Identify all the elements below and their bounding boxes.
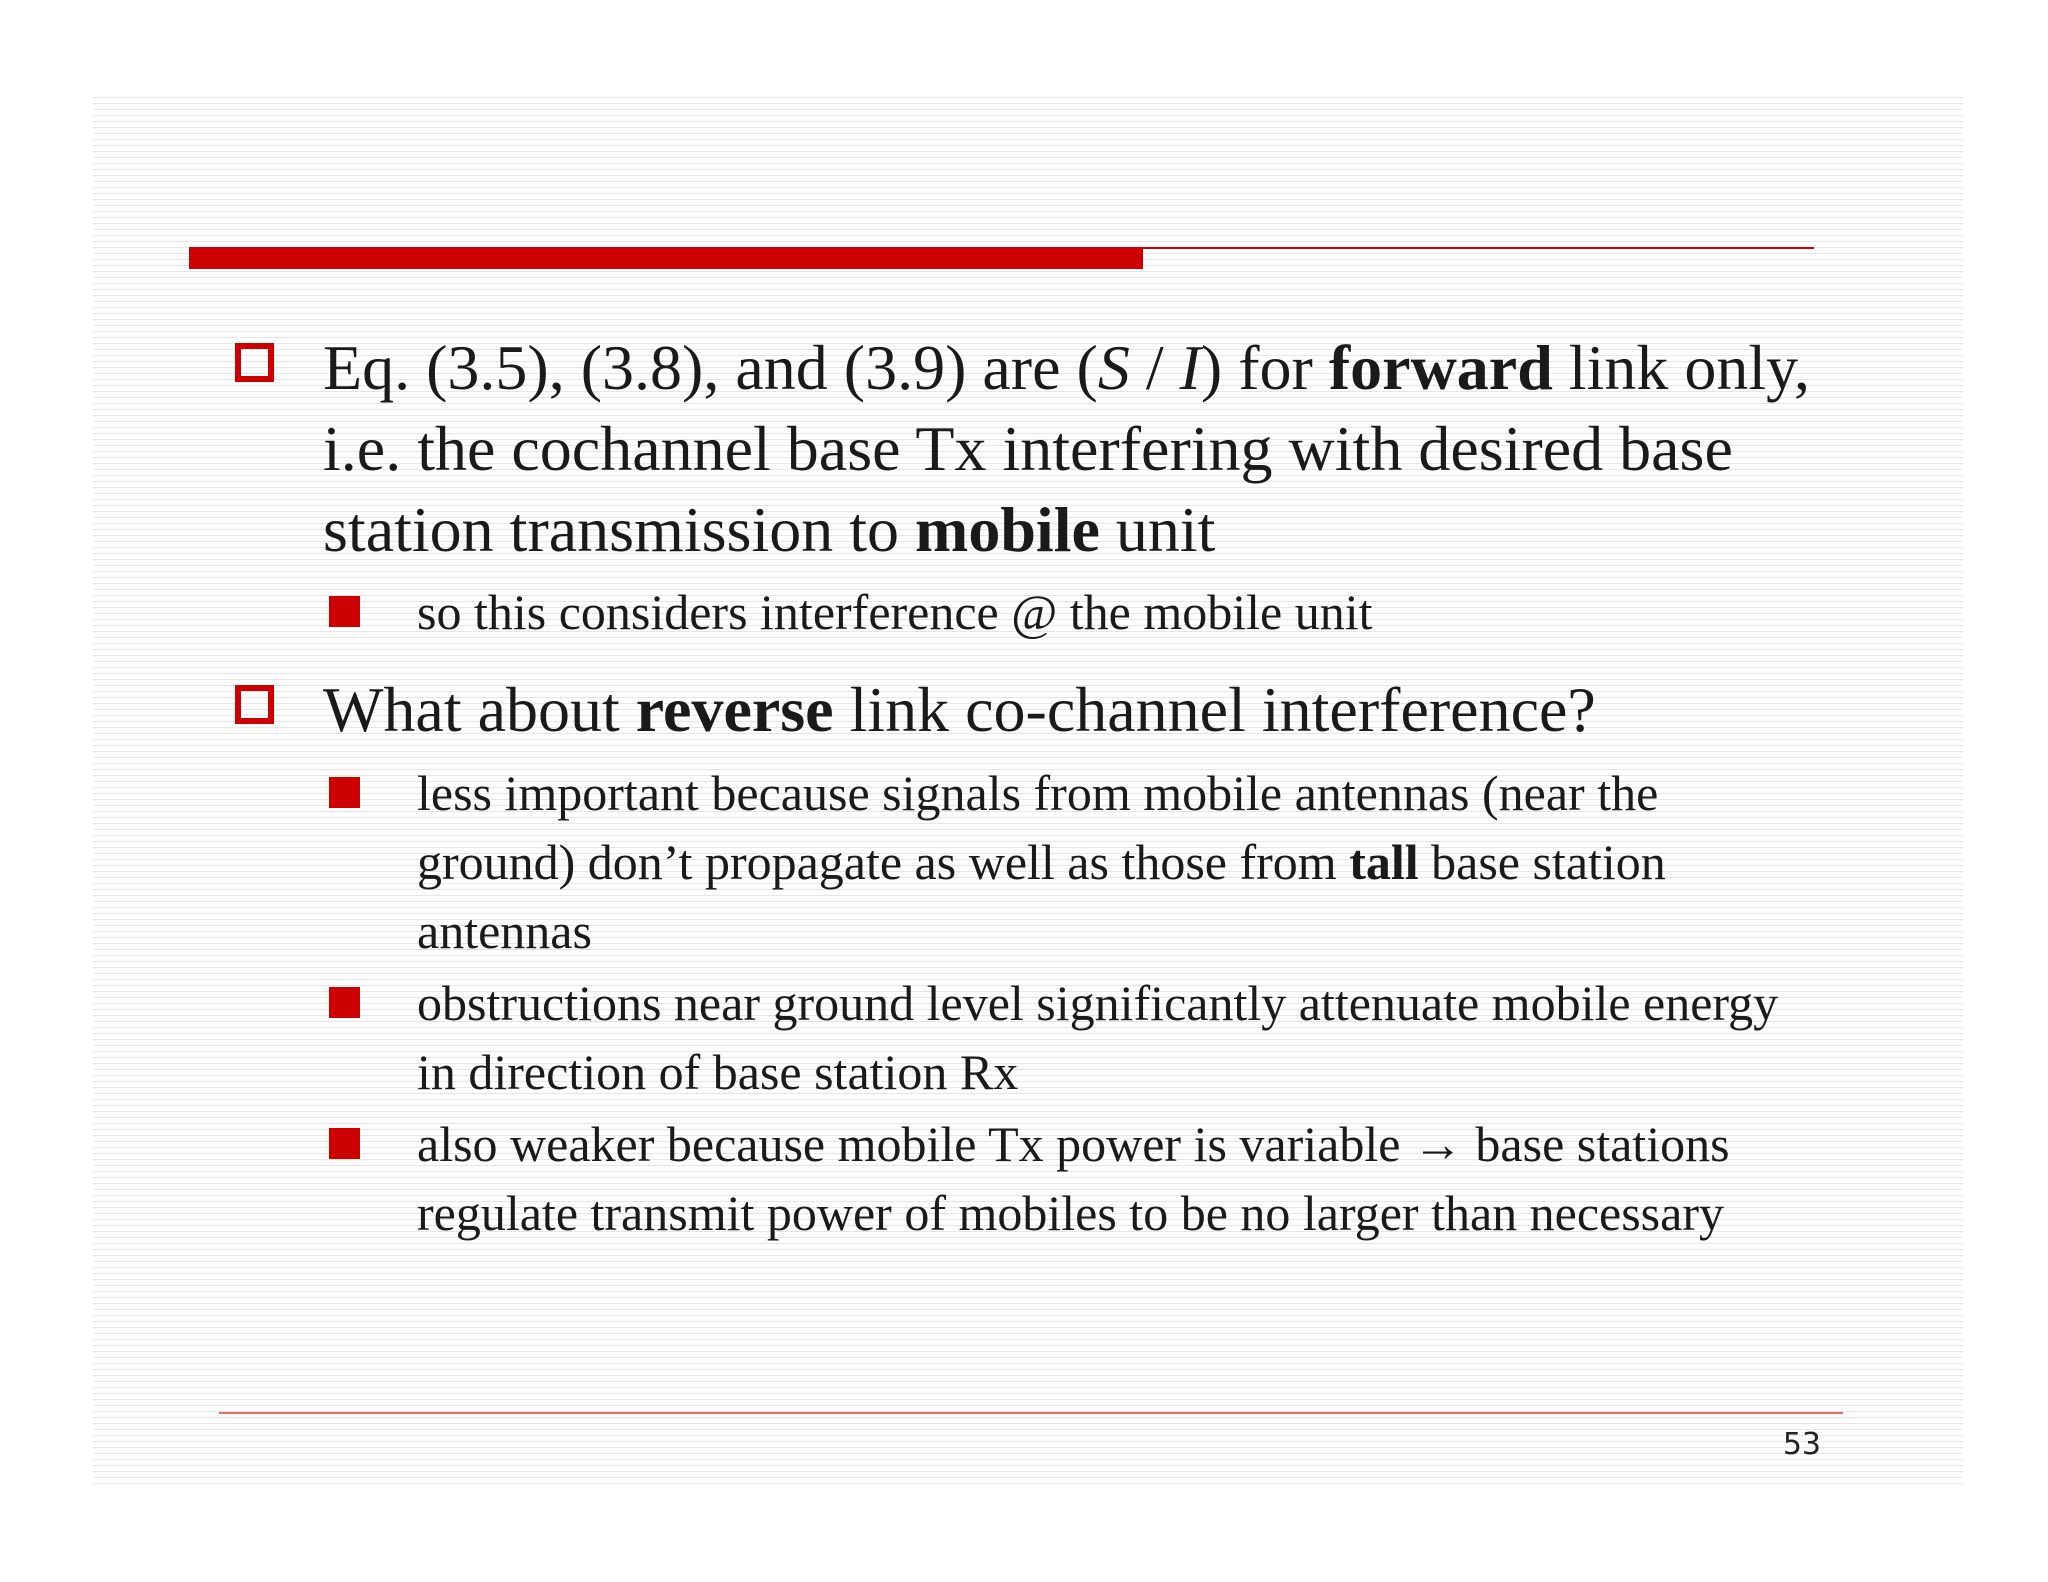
bullet-1-text: Eq. (3.5), (3.8), and (3.9) are (S / I) for forward link only, i.e. the cochannel base Tx interfering with desired base station transmission to mobile unit bbox=[323, 332, 1810, 565]
hollow-square-bullet-icon bbox=[235, 685, 274, 724]
bullet-2-text: What about reverse link co-channel interference? bbox=[323, 674, 1596, 745]
sub-bullet-2-2-text: obstructions near ground level significantly attenuate mobile energy in direction of base station Rx bbox=[417, 975, 1779, 1100]
filled-square-bullet-icon bbox=[329, 777, 360, 808]
filled-square-bullet-icon bbox=[329, 1128, 360, 1159]
page-number: 53 bbox=[1782, 1427, 1821, 1462]
sub-bullet-2-1-text: less important because signals from mobile antennas (near the ground) don’t propagate as well as those from tall base station antennas bbox=[417, 765, 1666, 959]
filled-square-bullet-icon bbox=[329, 987, 360, 1018]
hollow-square-bullet-icon bbox=[235, 343, 274, 382]
sub-bullet-1-1-text: so this considers interference @ the mobile unit bbox=[417, 584, 1373, 640]
footer-rule bbox=[219, 1412, 1843, 1414]
filled-square-bullet-icon bbox=[329, 596, 360, 627]
slide bbox=[93, 97, 1963, 1489]
slide-content bbox=[93, 97, 1963, 1489]
sub-bullet-2-3-text: also weaker because mobile Tx power is variable → base stations regulate transmit power of mobiles to be no larger than necessary bbox=[417, 1116, 1730, 1241]
